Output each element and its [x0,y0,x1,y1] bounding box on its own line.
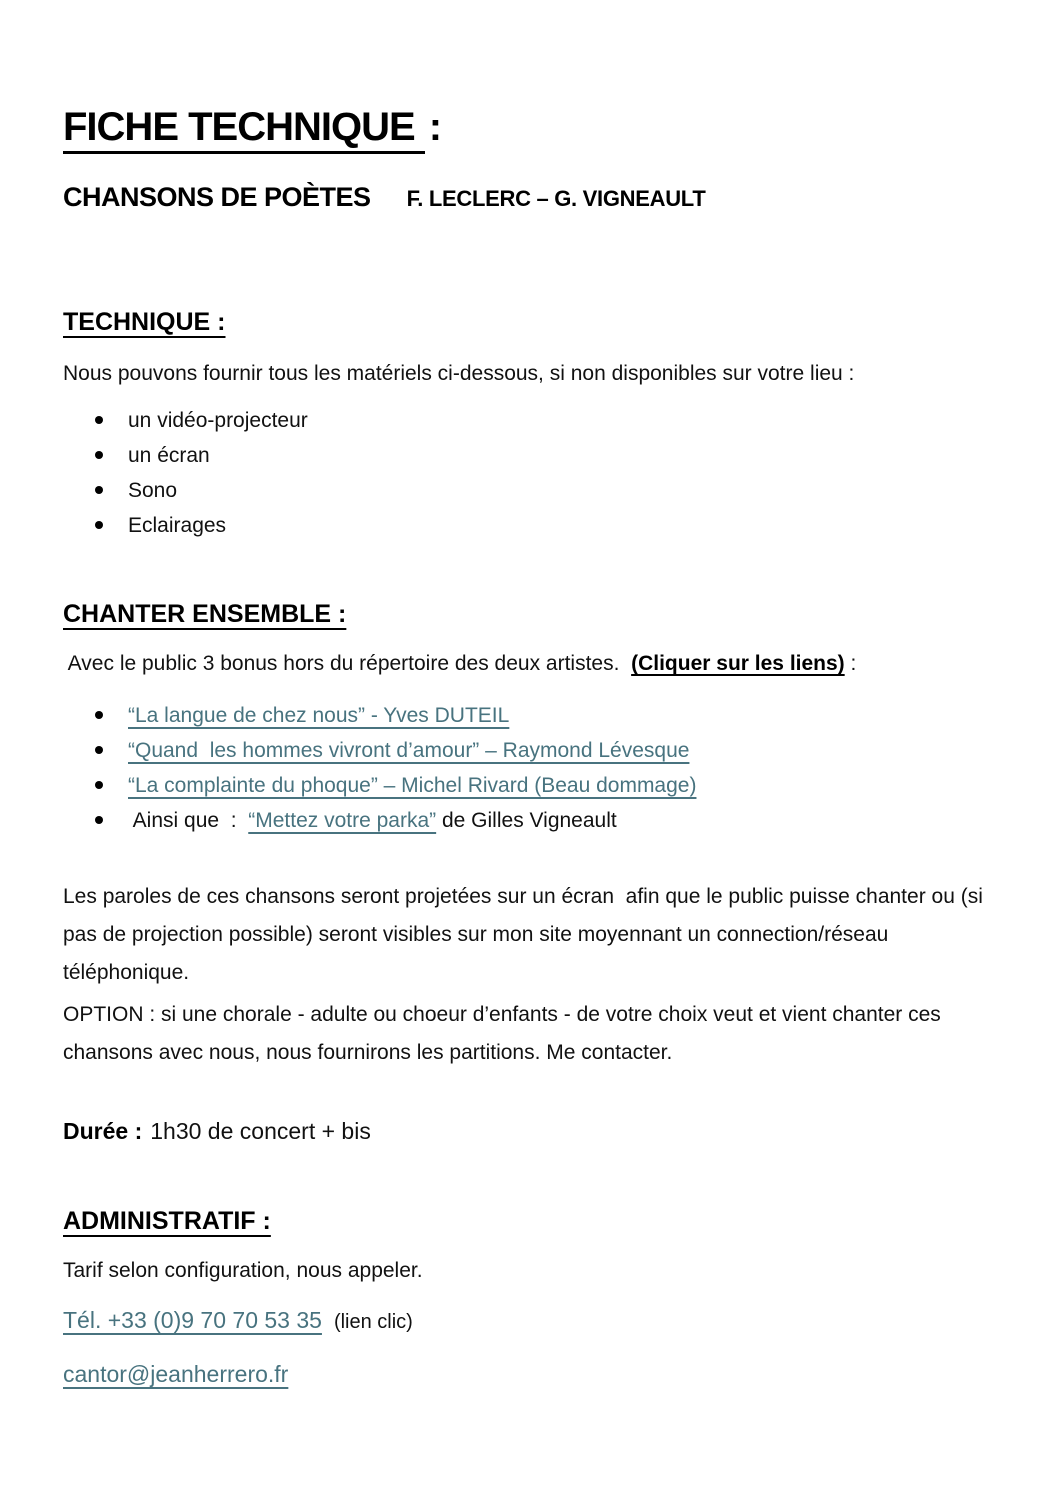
link-la-langue-de-chez-nous[interactable]: “La langue de chez nous” - Yves DUTEIL [128,704,510,727]
duree-label: Durée : [63,1118,143,1144]
email-link[interactable]: cantor@jeanherrero.fr [63,1361,289,1387]
duree-line [63,1116,995,1146]
paragraph-projection: Les paroles de ces chansons seront projetées sur un écran afin que le public puisse chanter ou (si pas de projection possible) seront visibles sur mon site moyennant un connection/réseau téléphonique. [63,885,989,984]
chanter-heading: CHANTER ENSEMBLE : [63,600,347,628]
show-authors: F. LECLERC – G. VIGNEAULT [406,186,706,211]
chanter-intro-text: Avec le public 3 bonus hors du répertoire des deux artistes. [63,652,632,675]
link-quand-les-hommes-vivront-damour[interactable]: “Quand les hommes vivront d’amour” – Raymond Lévesque [128,739,690,762]
technique-intro: Nous pouvons fournir tous les matériels ci-dessous, si non disponibles sur votre lieu : [63,362,855,385]
duree-value: 1h30 de concert + bis [150,1118,371,1144]
page-title-text: FICHE TECHNIQUE [63,105,425,154]
chanter-intro-colon: : [844,652,857,675]
cliquer-sur-les-liens-label: (Cliquer sur les liens) [631,652,845,675]
page-title-colon: : [428,105,442,149]
administratif-heading: ADMINISTRATIF : [63,1207,271,1235]
list-item-eclairages: Eclairages [63,508,995,543]
paragraph-option: OPTION : si une chorale - adulte ou choeur d’enfants - de votre choix veut et vient chanter ces chansons avec nous, nous fournirons les partitions. Me contacter. [63,1003,947,1064]
phone-line [63,1305,995,1337]
page-title [63,104,995,150]
phone-link[interactable]: Tél. +33 (0)9 70 70 53 35 [63,1307,322,1333]
songs-link-list [63,698,995,838]
list-item-song [63,733,995,768]
list-item-song [63,698,995,733]
show-subtitle [63,180,995,219]
chanter-intro [63,650,995,678]
list-item-ecran: un écran [63,438,995,473]
technique-heading: TECHNIQUE : [63,308,226,336]
ainsi-que-suffix: de Gilles Vigneault [436,809,617,832]
ainsi-que-prefix: Ainsi que : [128,809,249,832]
list-item-video-projecteur: un vidéo-projecteur [63,403,995,438]
tarif-text: Tarif selon configuration, nous appeler. [63,1259,423,1282]
email-line [63,1359,995,1389]
phone-note: (lien clic) [333,1311,413,1333]
link-mettez-votre-parka[interactable]: “Mettez votre parka” [248,809,437,832]
list-item-song [63,803,995,838]
technique-list [63,403,995,543]
show-name: CHANSONS DE POÈTES [63,182,371,212]
link-la-complainte-du-phoque[interactable]: “La complainte du phoque” – Michel Rivard (Beau dommage) [128,774,697,797]
list-item-sono: Sono [63,473,995,508]
list-item-song [63,768,995,803]
